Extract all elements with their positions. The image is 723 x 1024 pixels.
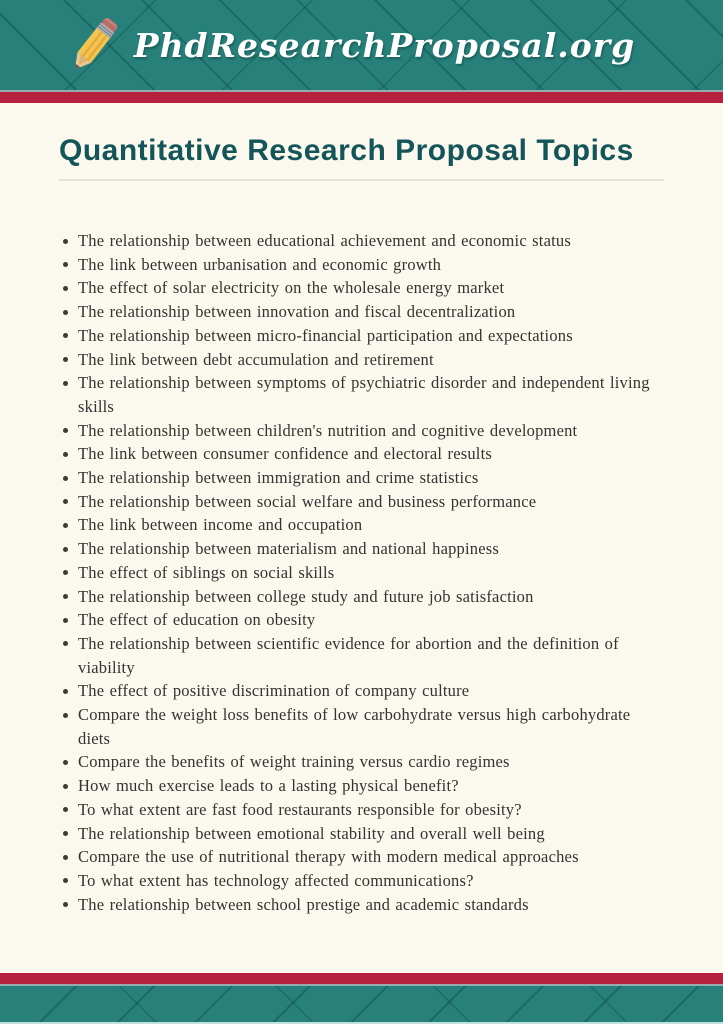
bullet-icon [63, 286, 68, 291]
topic-text: The relationship between emotional stability and overall well being [78, 823, 545, 843]
topic-text: The relationship between children's nutrition and cognitive development [78, 420, 578, 440]
topic-text: The link between urbanisation and economic growth [78, 254, 442, 274]
topic-item [59, 537, 659, 561]
topic-text: The relationship between school prestige and academic standards [78, 894, 529, 914]
bullet-icon [63, 333, 68, 338]
bullet-icon [63, 523, 68, 528]
topic-item [59, 679, 659, 703]
topic-text: To what extent are fast food restaurants responsible for obesity? [78, 799, 522, 819]
bullet-icon [63, 547, 68, 552]
topic-text: The effect of siblings on social skills [78, 562, 335, 582]
topic-text: To what extent has technology affected communications? [78, 870, 474, 890]
topic-text: The relationship between social welfare and business performance [78, 491, 537, 511]
topics-list [59, 229, 659, 916]
topic-item [59, 822, 659, 846]
pencil-icon [68, 12, 120, 78]
topic-text: The relationship between immigration and crime statistics [78, 468, 479, 488]
bullet-icon [63, 310, 68, 315]
topic-item [59, 798, 659, 822]
topic-text: The effect of solar electricity on the wholesale energy market [78, 278, 505, 298]
topic-item [59, 371, 659, 418]
bullet-icon [63, 499, 68, 504]
topic-text: The relationship between materialism and national happiness [78, 539, 500, 559]
topic-item [59, 893, 659, 917]
topic-item [59, 466, 659, 490]
bullet-icon [63, 262, 68, 267]
topic-text: The relationship between innovation and fiscal decentralization [78, 302, 516, 322]
bullet-icon [63, 855, 68, 860]
bullet-icon [63, 902, 68, 907]
topic-text: How much exercise leads to a lasting physical benefit? [78, 776, 459, 796]
bullet-icon [63, 878, 68, 883]
footer-banner [0, 984, 723, 1024]
topic-item [59, 253, 659, 277]
topic-item [59, 442, 659, 466]
bottom-red-stripe [0, 973, 723, 984]
header-banner [0, 0, 723, 92]
topic-text: The effect of positive discrimination of company culture [78, 681, 470, 701]
site-name: PhdResearchProposal.org [133, 25, 636, 65]
topic-item [59, 703, 659, 750]
topic-text: The relationship between scientific evidence for abortion and the definition of viability [78, 633, 619, 677]
bullet-icon [63, 784, 68, 789]
topic-text: The link between consumer confidence and electoral results [78, 444, 492, 464]
topic-item [59, 490, 659, 514]
bullet-icon [63, 594, 68, 599]
bullet-icon [63, 831, 68, 836]
bullet-icon [63, 570, 68, 575]
topic-item [59, 869, 659, 893]
bullet-icon [63, 641, 68, 646]
topic-text: The effect of education on obesity [78, 610, 316, 630]
topic-text: The link between income and occupation [78, 515, 363, 535]
bullet-icon [63, 452, 68, 457]
topic-text: Compare the use of nutritional therapy with modern medical approaches [78, 847, 579, 867]
topic-item [59, 513, 659, 537]
topic-item [59, 608, 659, 632]
topic-item [59, 300, 659, 324]
topic-text: The relationship between educational achievement and economic status [78, 231, 571, 250]
title-divider [59, 179, 664, 181]
topic-text: The relationship between micro-financial participation and expectations [78, 325, 573, 345]
topic-text: The relationship between college study and future job satisfaction [78, 586, 534, 606]
content-area [0, 103, 723, 973]
topic-text: The link between debt accumulation and retirement [78, 349, 434, 369]
bullet-icon [63, 689, 68, 694]
bullet-icon [63, 760, 68, 765]
top-red-stripe [0, 92, 723, 103]
page-title: Quantitative Research Proposal Topics [59, 134, 634, 167]
bullet-icon [63, 428, 68, 433]
topic-item [59, 324, 659, 348]
bullet-icon [63, 476, 68, 481]
topic-item [59, 348, 659, 372]
topic-item [59, 750, 659, 774]
topic-text: Compare the weight loss benefits of low carbohydrate versus high carbohydrate diets [78, 705, 631, 748]
topic-item [59, 419, 659, 443]
topic-item [59, 585, 659, 609]
topic-item [59, 561, 659, 585]
bullet-icon [63, 357, 68, 362]
site-logo [68, 12, 635, 78]
topic-text: Compare the benefits of weight training versus cardio regimes [78, 752, 510, 772]
topic-item [59, 845, 659, 869]
bullet-icon [63, 713, 68, 718]
topic-item [59, 276, 659, 300]
topic-text: The relationship between symptoms of psychiatric disorder and independent living skills [78, 373, 650, 416]
bullet-icon [63, 239, 68, 244]
bullet-icon [63, 618, 68, 623]
topic-item [59, 774, 659, 798]
bullet-icon [63, 807, 68, 812]
bullet-icon [63, 381, 68, 386]
topic-item [59, 632, 659, 679]
topic-item [59, 229, 659, 253]
